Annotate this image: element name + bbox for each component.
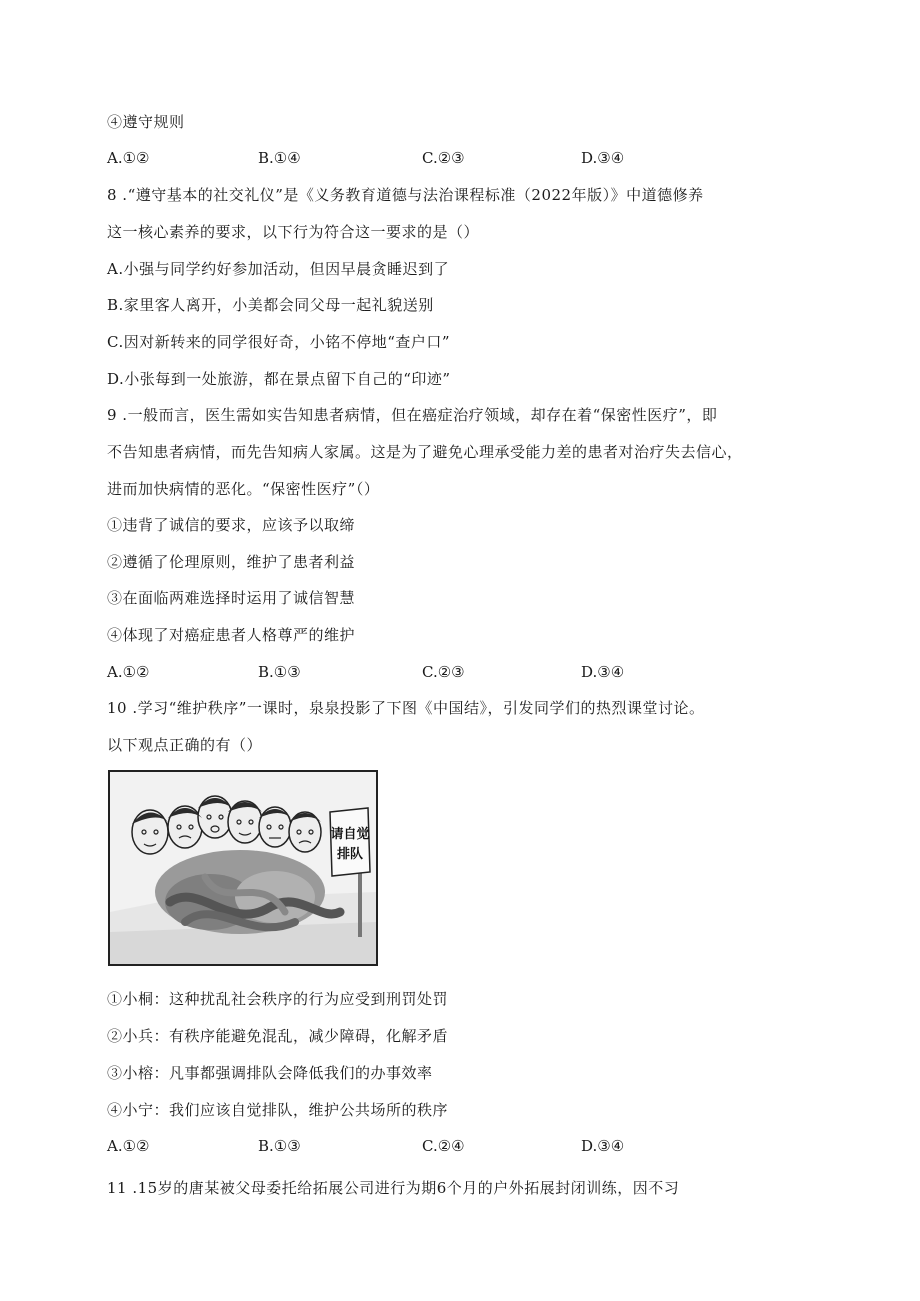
q10-item-3: ③小榕：凡事都强调排队会降低我们的办事效率: [107, 1064, 433, 1082]
q11-stem-line-1: 11 .15岁的唐某被父母委托给拓展公司进行为期6个月的户外拓展封闭训练，因不习: [107, 1179, 680, 1197]
q8-choice-a: A.小强与同学约好参加活动，但因早晨贪睡迟到了: [107, 260, 450, 278]
q10-option-b: B.①③: [258, 1137, 301, 1155]
q10-option-a: A.①②: [107, 1137, 150, 1155]
q9-item-1: ①违背了诚信的要求，应该予以取缔: [107, 516, 356, 534]
cartoon-sign-line-1: 请自觉: [330, 827, 370, 842]
q9-option-c: C.②③: [422, 663, 465, 681]
q10-option-d: D.③④: [581, 1137, 625, 1155]
q7-item-4: ④遵守规则: [107, 113, 185, 131]
cartoon-sign-line-2: 排队: [336, 847, 364, 862]
q7-option-c: C.②③: [422, 149, 465, 167]
q9-item-4: ④体现了对癌症患者人格尊严的维护: [107, 626, 356, 644]
q10-item-4: ④小宁：我们应该自觉排队，维护公共场所的秩序: [107, 1101, 449, 1119]
q8-stem-line-2: 这一核心素养的要求，以下行为符合这一要求的是（）: [107, 223, 480, 241]
cartoon-image: [108, 770, 378, 966]
q7-option-b: B.①④: [258, 149, 301, 167]
q8-choice-d: D.小张每到一处旅游，都在景点留下自己的“印迹”: [107, 370, 451, 388]
q8-choice-c: C.因对新转来的同学很好奇，小铭不停地“查户口”: [107, 333, 451, 351]
q9-option-a: A.①②: [107, 663, 150, 681]
q9-item-2: ②遵循了伦理原则，维护了患者利益: [107, 553, 356, 571]
q10-stem-line-1: 10 .学习“维护秩序”一课时，泉泉投影了下图《中国结》，引发同学们的热烈课堂讨论。: [107, 699, 705, 717]
q9-options: [107, 661, 807, 683]
q10-options: [107, 1135, 807, 1157]
q9-item-3: ③在面临两难选择时运用了诚信智慧: [107, 589, 356, 607]
q7-option-a: A.①②: [107, 149, 150, 167]
q8-choice-b: B.家里客人离开，小美都会同父母一起礼貌送别: [107, 296, 434, 314]
q9-option-b: B.①③: [258, 663, 301, 681]
q9-stem-line-1: 9 .一般而言，医生需如实告知患者病情，但在癌症治疗领域，却存在着“保密性医疗”，即: [107, 406, 718, 424]
q7-options: [107, 147, 807, 169]
q7-option-d: D.③④: [581, 149, 625, 167]
q8-stem-line-1: 8 .“遵守基本的社交礼仪”是《义务教育道德与法治课程标准（2022年版）》中道德修养: [107, 186, 704, 204]
q10-option-c: C.②④: [422, 1137, 465, 1155]
q9-stem-line-2: 不告知患者病情，而先告知病人家属。这是为了避免心理承受能力差的患者对治疗失去信心，: [107, 443, 743, 461]
q9-option-d: D.③④: [581, 663, 625, 681]
q10-item-1: ①小桐：这种扰乱社会秩序的行为应受到刑罚处罚: [107, 990, 449, 1008]
q10-item-2: ②小兵：有秩序能避免混乱，减少障碍，化解矛盾: [107, 1027, 449, 1045]
q10-stem-line-2: 以下观点正确的有（）: [107, 736, 263, 754]
q9-stem-line-3: 进而加快病情的恶化。“保密性医疗”（）: [107, 480, 380, 498]
